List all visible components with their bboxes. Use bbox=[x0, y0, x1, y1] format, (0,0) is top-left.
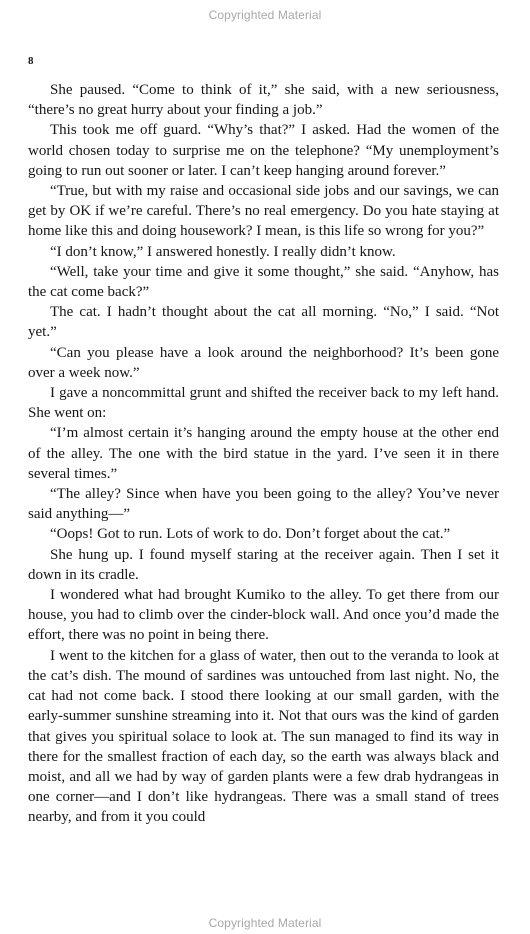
paragraph: She hung up. I found myself staring at the receiver again. Then I set it down in its cradle. bbox=[28, 546, 499, 583]
paragraph: “Can you please have a look around the neighborhood? It’s been gone over a week now.” bbox=[28, 344, 499, 381]
paragraph: The cat. I hadn’t thought about the cat all morning. “No,” I said. “Not yet.” bbox=[28, 304, 499, 341]
paragraph: “Well, take your time and give it some thought,” she said. “Anyhow, has the cat come back?” bbox=[28, 263, 499, 301]
paragraph: I gave a noncommittal grunt and shifted the receiver back to my left hand. She went on: bbox=[28, 385, 499, 422]
copyright-watermark-top: Copyrighted Material bbox=[208, 8, 322, 22]
page-body bbox=[28, 80, 499, 828]
paragraph: “True, but with my raise and occasional side jobs and our savings, we can get by OK if we’re careful. There’s no real emergency. Do you hate staying at home like this and doing housework? I mean, is this life so wrong for you?” bbox=[28, 183, 499, 240]
paragraph: “I’m almost certain it’s hanging around the empty house at the other end of the alley. The one with the bird statue in the yard. I’ve seen it in there several times.” bbox=[28, 425, 499, 482]
paragraph: This took me off guard. “Why’s that?” I asked. Had the women of the world chosen today to surprise me on the telephone? “My unemployment’s going to run out sooner or later. I can’t keep hanging around forever.” bbox=[28, 122, 499, 179]
copyright-watermark-bottom: Copyrighted Material bbox=[208, 916, 322, 930]
paragraph: “Oops! Got to run. Lots of work to do. Don’t forget about the cat.” bbox=[50, 526, 451, 543]
paragraph: I wondered what had brought Kumiko to the alley. To get there from our house, you had to climb over the cinder-block wall. And once you’d made the effort, there was no point in being there. bbox=[28, 587, 499, 644]
paragraph: “I don’t know,” I answered honestly. I really didn’t know. bbox=[50, 243, 396, 260]
paragraph: “The alley? Since when have you been going to the alley? You’ve never said anything—” bbox=[28, 486, 499, 523]
page-number: 8 bbox=[28, 55, 34, 67]
paragraph: She paused. “Come to think of it,” she said, with a new seriousness, “there’s no great hurry about your finding a job.” bbox=[28, 82, 499, 119]
paragraph: I went to the kitchen for a glass of water, then out to the veranda to look at the cat’s dish. The mound of sardines was untouched from last night. No, the cat had not come back. I stood there looking at our small garden, with the early-summer sunshine streaming into it. Not that ours was the kind of garden that gives you spiritual solace to look at. The sun managed to find its way in there for the smallest fraction of each day, so the earth was always black and moist, and all we had by way of garden plants were a few drab hydrangeas in one corner—and I don’t like hydrangeas. There was a small stand of trees nearby, and from it you could bbox=[28, 647, 499, 826]
